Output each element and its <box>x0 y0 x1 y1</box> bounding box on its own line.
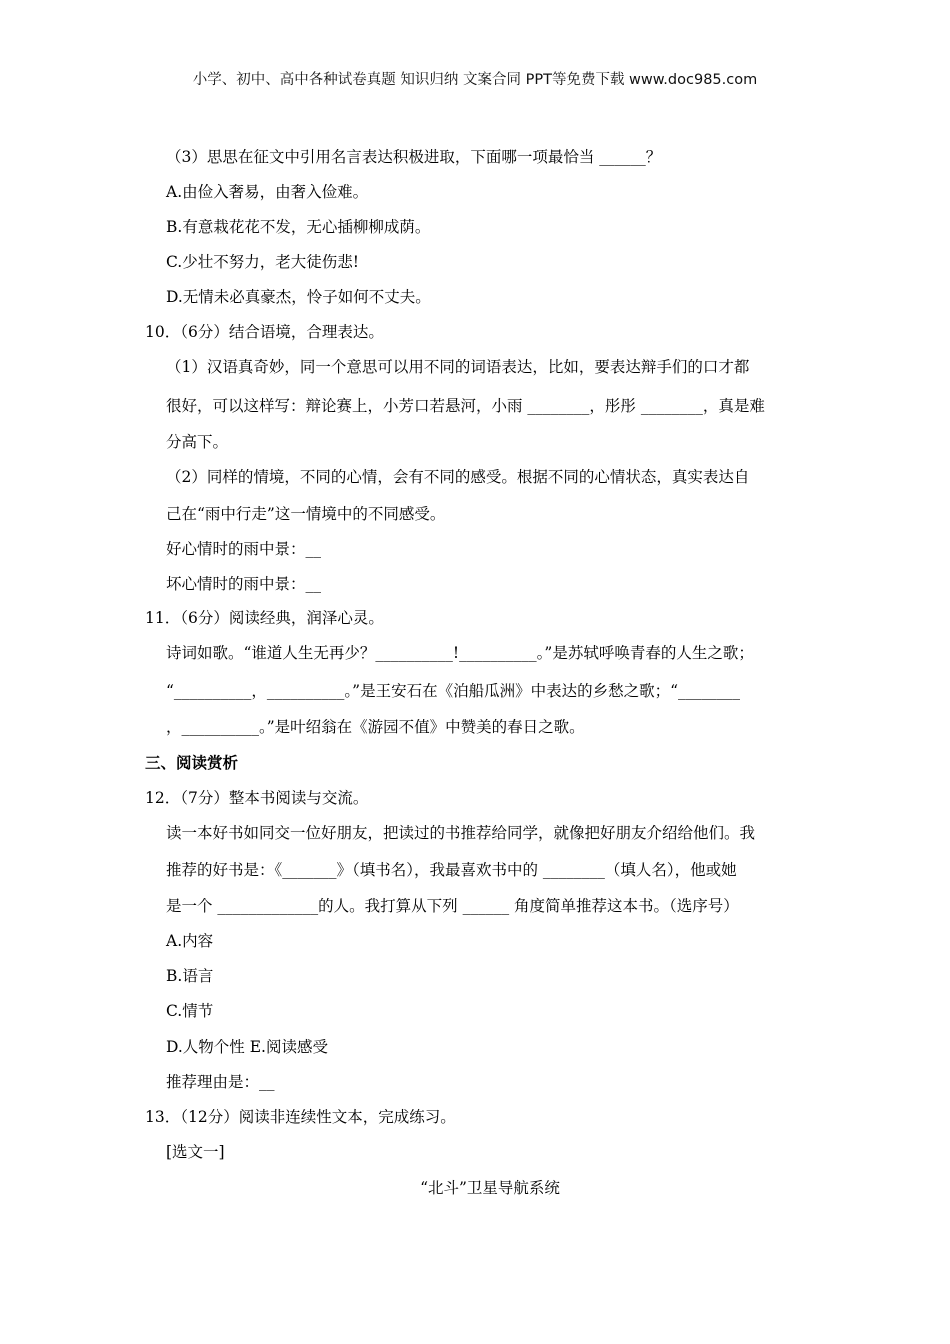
q12-option-a: A.内容 <box>166 932 214 950</box>
q12-option-c: C.情节 <box>166 1002 214 1020</box>
q12-line3: 是一个 _____________的人。我打算从下列 ______ 角度简单推荐这本书。（选序号） <box>166 897 739 915</box>
q11-line2: “__________，__________。”是王安石在《泊船瓜洲》中表达的乡愁之歌；“________ <box>166 682 741 700</box>
q12-reason: 推荐理由是：__ <box>166 1073 275 1091</box>
q11-title: 11．（6分）阅读经典，润泽心灵。 <box>145 609 384 627</box>
q10-sub1-line1: （1）汉语真奇妙，同一个意思可以用不同的词语表达，比如，要表达辩手们的口才都 <box>166 358 750 376</box>
q12-option-de: D.人物个性 E.阅读感受 <box>166 1038 328 1056</box>
q10-title: 10．（6分）结合语境，合理表达。 <box>145 323 384 341</box>
q9-sub3: （3）思思在征文中引用名言表达积极进取，下面哪一项最恰当 ______？ <box>166 148 662 166</box>
q10-sub1-line3: 分高下。 <box>166 433 229 451</box>
q12-option-b: B.语言 <box>166 967 214 985</box>
q11-line1: 诗词如歌。“谁道人生无再少？__________!__________。”是苏轼呼唤青春的人生之歌； <box>166 644 754 662</box>
q10-sub2-line2: 己在“雨中行走”这一情境中的不同感受。 <box>166 505 446 523</box>
q13-selection-label: [选文一] <box>166 1143 225 1161</box>
page-header: 小学、初中、高中各种试卷真题 知识归纳 文案合同 PPT等免费下载 www.doc985.com <box>192 72 758 88</box>
q9-option-b: B.有意栽花花不发，无心插柳柳成荫。 <box>166 218 431 236</box>
q11-line3: ，__________。”是叶绍翁在《游园不值》中赞美的春日之歌。 <box>166 718 585 736</box>
q10-sub2-line1: （2）同样的情境，不同的心情，会有不同的感受。根据不同的心情状态，真实表达自 <box>166 468 750 486</box>
q10-sub1-line2: 很好，可以这样写：辩论赛上，小芳口若悬河，小雨 ________，彤彤 ________，真是难 <box>166 397 765 415</box>
q12-line2: 推荐的好书是：《_______》（填书名），我最喜欢书中的 ________（填人名），他或她 <box>166 861 737 879</box>
q9-option-c: C.少壮不努力，老大徒伤悲! <box>166 253 359 271</box>
q9-option-d: D.无情未必真豪杰，怜子如何不丈夫。 <box>166 288 431 306</box>
q13-article-heading: “北斗”卫星导航系统 <box>420 1179 560 1197</box>
section-heading: 三、阅读赏析 <box>145 753 239 772</box>
q10-good-mood: 好心情时的雨中景：__ <box>166 540 322 558</box>
q9-option-a: A.由俭入奢易，由奢入俭难。 <box>166 183 369 201</box>
q12-line1: 读一本好书如同交一位好朋友，把读过的书推荐给同学，就像把好朋友介绍给他们。我 <box>166 824 756 842</box>
q13-title: 13．（12分）阅读非连续性文本，完成练习。 <box>145 1108 456 1126</box>
q10-bad-mood: 坏心情时的雨中景：__ <box>166 575 322 593</box>
q12-title: 12．（7分）整本书阅读与交流。 <box>145 789 369 807</box>
